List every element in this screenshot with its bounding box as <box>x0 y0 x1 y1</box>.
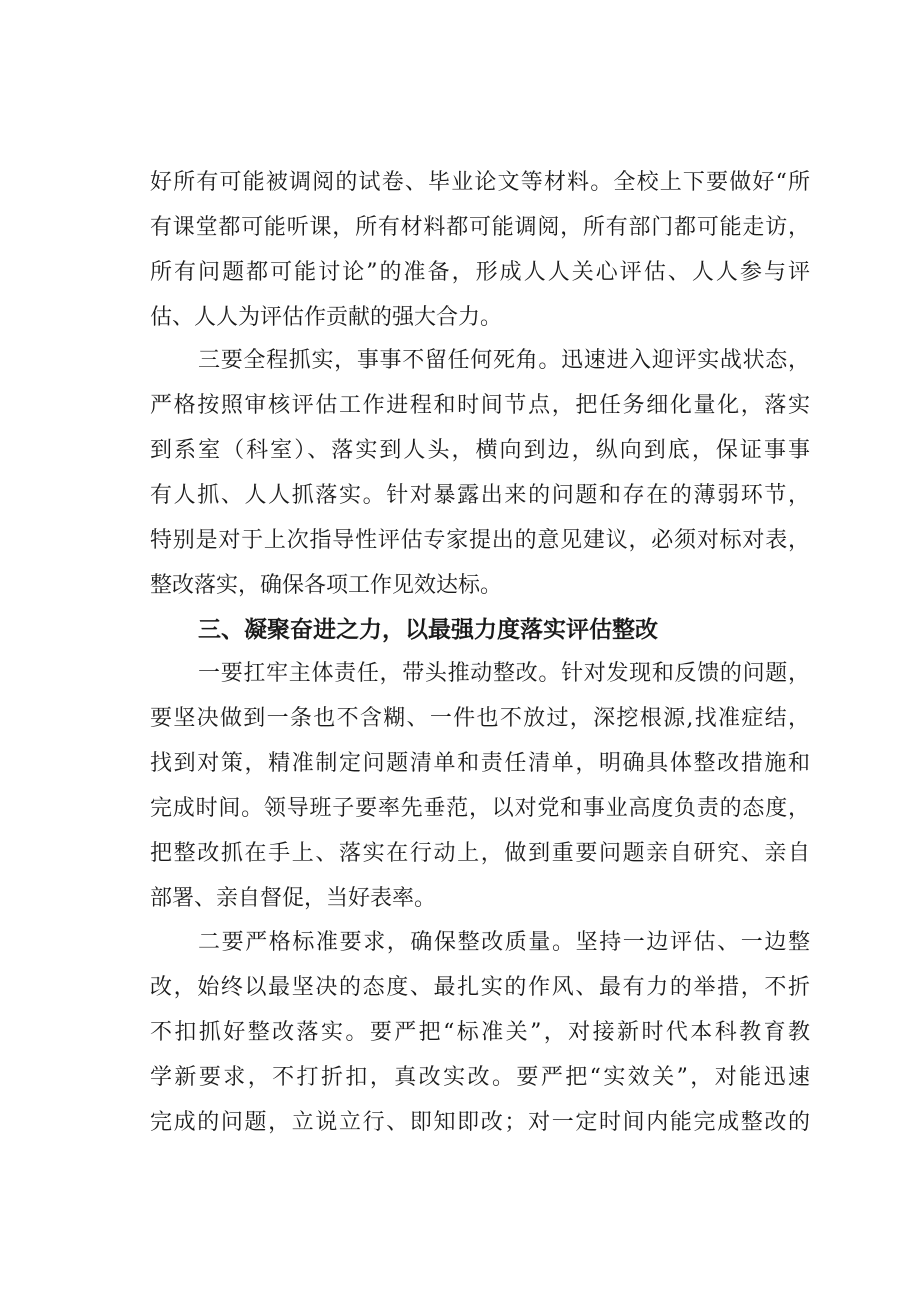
paragraph-line: 整改落实，确保各项工作见效达标。 <box>150 573 503 598</box>
section-heading: 三、凝聚奋进之力，以最强力度落实评估整改 <box>198 617 658 643</box>
paragraph-line: 完成的问题，立说立行、即知即改；对一定时间内能完成整改的 <box>150 1110 810 1135</box>
paragraph-line: 到系室（科室）、落实到人头，横向到边，纵向到底，保证事事 <box>150 438 810 463</box>
paragraph-line: 估、人人为评估作贡献的强大合力。 <box>150 305 503 330</box>
paragraph-line: 学新要求，不打折扣，真改实改。要严把“实效关”，对能迅速 <box>150 1065 810 1090</box>
paragraph-line: 把整改抓在手上、落实在行动上，做到重要问题亲自研究、亲自 <box>150 841 810 866</box>
paragraph-line: 部署、亲自督促，当好表率。 <box>150 886 437 911</box>
paragraph-line: 严格按照审核评估工作进程和时间节点，把任务细化量化，落实 <box>150 393 810 418</box>
paragraph-line: 好所有可能被调阅的试卷、毕业论文等材料。全校上下要做好“所 <box>150 170 810 195</box>
paragraph-line: 找到对策，精准制定问题清单和责任清单，明确具体整改措施和 <box>150 751 810 776</box>
paragraph-line: 一要扛牢主体责任，带头推动整改。针对发现和反馈的问题， <box>198 661 810 686</box>
paragraph-line: 改，始终以最坚决的态度、最扎实的作风、最有力的举措，不折 <box>150 975 810 1000</box>
paragraph-line: 完成时间。领导班子要率先垂范，以对党和事业高度负责的态度， <box>150 796 810 821</box>
paragraph-line: 不扣抓好整改落实。要严把“标准关”，对接新时代本科教育教 <box>150 1020 810 1045</box>
paragraph-line: 有课堂都可能听课，所有材料都可能调阅，所有部门都可能走访， <box>150 215 810 240</box>
paragraph-line: 三要全程抓实，事事不留任何死角。迅速进入迎评实战状态， <box>198 348 810 373</box>
paragraph-line: 二要严格标准要求，确保整改质量。坚持一边评估、一边整 <box>198 930 810 955</box>
paragraph-line: 有人抓、人人抓落实。针对暴露出来的问题和存在的薄弱环节， <box>150 483 810 508</box>
paragraph-line: 所有问题都可能讨论”的准备，形成人人关心评估、人人参与评 <box>150 260 810 285</box>
paragraph-line: 特别是对于上次指导性评估专家提出的意见建议，必须对标对表， <box>150 528 810 553</box>
paragraph-line: 要坚决做到一条也不含糊、一件也不放过，深挖根源,找准症结， <box>150 706 810 731</box>
